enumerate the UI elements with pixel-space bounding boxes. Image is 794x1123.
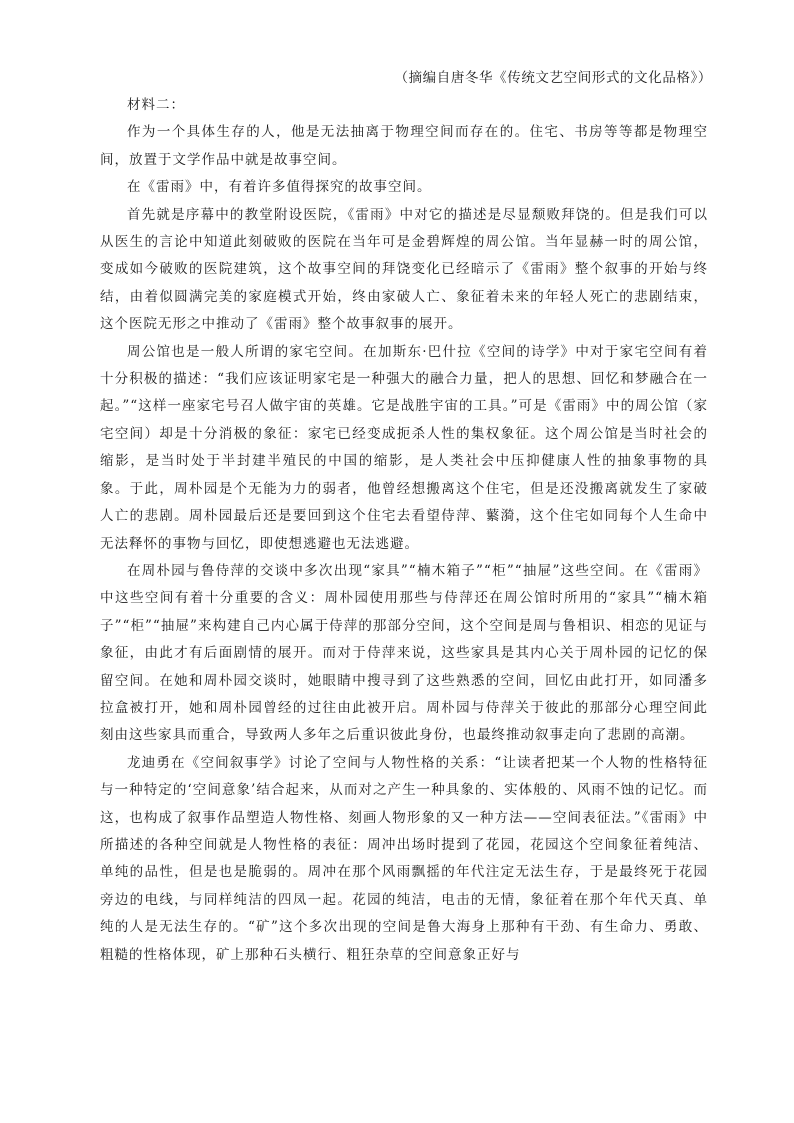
paragraph: 在《雷雨》中，有着许多值得探究的故事空间。 bbox=[127, 179, 432, 196]
source-citation: （摘编自唐冬华《传统文艺空间形式的文化品格》） bbox=[394, 70, 712, 86]
article-body bbox=[100, 92, 708, 969]
paragraph: 首先就是序幕中的教堂附设医院，《雷雨》中对它的描述是尽显颓败拜饶的。但是我们可以从医生的言论中知道此刻破败的医院在当年可是金碧辉煌的周公馆。当年显赫一时的周公馆，变成如今破败的医院建筑，这个故事空间的拜饶变化已经暗示了《雷雨》整个叙事的开始与终结，由着似圆满完美的家庭模式开始，终由家破人亡、象征着未来的年轻人死亡的悲剧结束，这个医院无形之中推动了《雷雨》整个故事叙事的展开。 bbox=[100, 206, 708, 333]
section-label: 材料二： bbox=[127, 97, 185, 113]
paragraph: 在周朴园与鲁侍萍的交谈中多次出现“家具”“楠木箱子”“柜”“抽屉”这些空间。在《雷雨》中这些空间有着十分重要的含义：周朴园使用那些与侍萍还在周公馆时所用的“家具”“楠木箱子”“柜”“抽屉”来构建自己内心属于侍萍的那部分空间，这个空间是周与鲁相识、相恋的见证与象征，由此才有后面剧情的展开。而对于侍萍来说，这些家具是其内心关于周朴园的记忆的保留空间。在她和周朴园交谈时，她眼睛中搜寻到了这些熟悉的空间，回忆由此打开，如同潘多拉盒被打开，她和周朴园曾经的过往由此被开启。周朴园与侍萍关于彼此的那部分心理空间此刻由这些家具而重合，导致两人多年之后重识彼此身份，也最终推动叙事走向了悲剧的高潮。 bbox=[100, 562, 708, 744]
paragraph: 周公馆也是一般人所谓的家宅空间。在加斯东·巴什拉《空间的诗学》中对于家宅空间有着十分积极的描述：“我们应该证明家宅是一种强大的融合力量，把人的思想、回忆和梦融合在一起。”“这样一座家宅号召人做宇宙的英雄。它是战胜宇宙的工具。”可是《雷雨》中的周公馆（家宅空间）却是十分消极的象征：家宅已经变成扼杀人性的集权象征。这个周公馆是当时社会的缩影，是当时处于半封建半殖民的中国的缩影，是人类社会中压抑健康人性的抽象事物的具象。于此，周朴园是个无能为力的弱者，他曾经想搬离这个住宅，但是还没搬离就发生了家破人亡的悲剧。周朴园最后还是要回到这个住宅去看望侍萍、蘩漪，这个住宅如同每个人生命中无法释怀的事物与回忆，即使想逃避也无法逃避。 bbox=[100, 343, 708, 552]
paragraph: 作为一个具体生存的人，他是无法抽离于物理空间而存在的。住宅、书房等等都是物理空间，放置于文学作品中就是故事空间。 bbox=[100, 124, 708, 168]
paragraph: 龙迪勇在《空间叙事学》讨论了空间与人物性格的关系：“让读者把某一个人物的性格特征与一种特定的‘空间意象’结合起来，从而对之产生一种具象的、实体般的、风雨不蚀的记忆。而这，也构成了叙事作品塑造人物性格、刻画人物形象的又一种方法——空间表征法。”《雷雨》中所描述的各种空间就是人物性格的表征：周冲出场时提到了花园，花园这个空间象征着纯洁、单纯的品性，但是也是脆弱的。周冲在那个风雨飘摇的年代注定无法生存，于是最终死于花园旁边的电线，与同样纯洁的四凤一起。花园的纯洁，电击的无情，象征着在那个年代天真、单纯的人是无法生存的。“矿”这个多次出现的空间是鲁大海身上那种有干劲、有生命力、勇敢、粗糙的性格体现，矿上那种石头横行、粗狂杂草的空间意象正好与 bbox=[100, 754, 708, 963]
